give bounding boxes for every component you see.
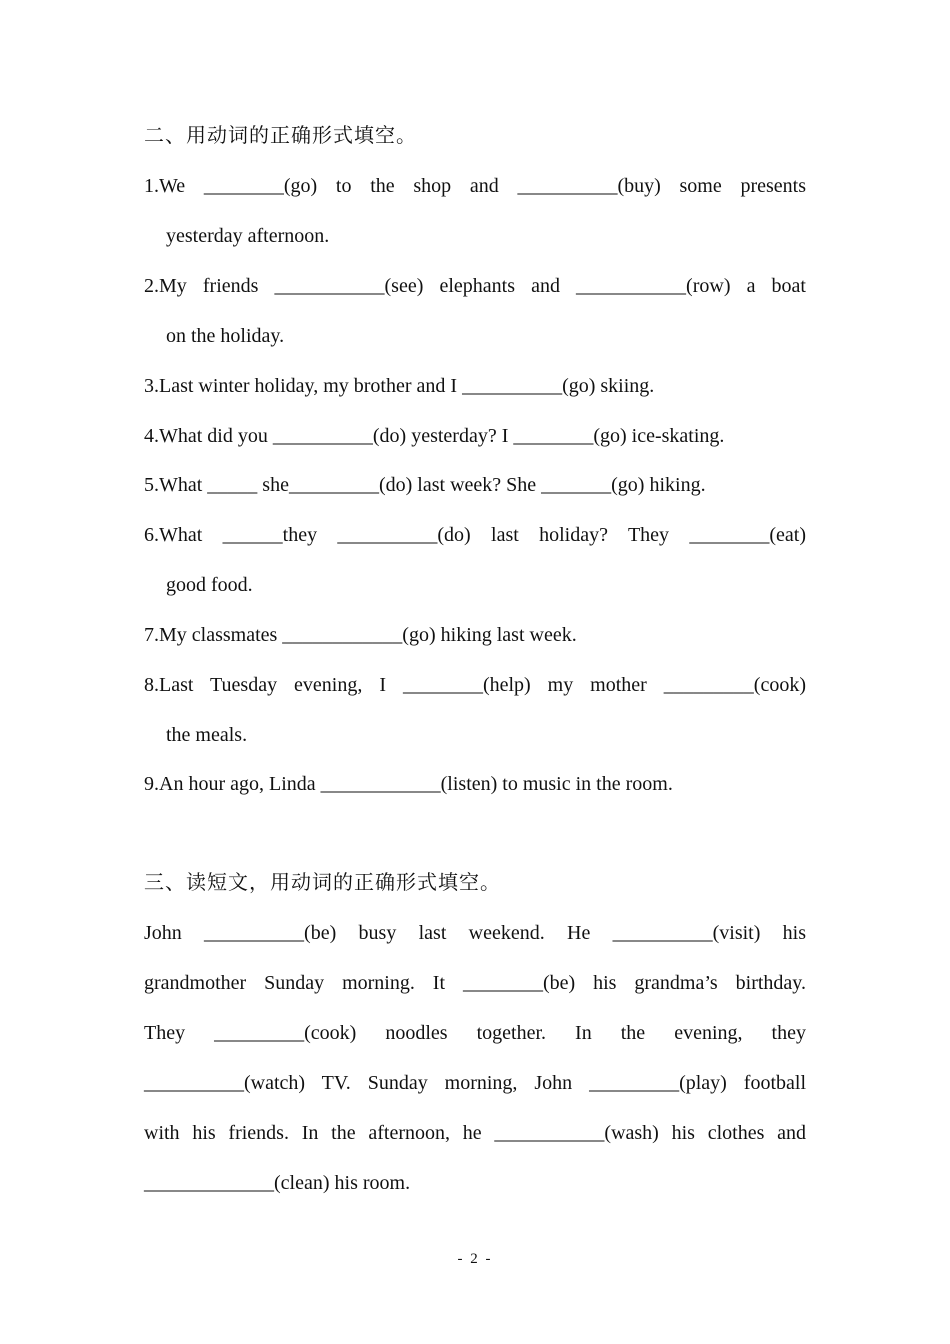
exercise-8-line-1: 8.Last Tuesday evening, I ________(help) my mother _________(cook) [144,674,806,696]
exercise-2-line-2: on the holiday. [166,325,285,347]
exercise-4: 4.What did you __________(do) yesterday? I ________(go) ice-skating. [144,425,725,447]
exercise-1-line-1: 1.We ________(go) to the shop and __________(buy) some presents [144,175,806,197]
exercise-5: 5.What _____ she_________(do) last week? She _______(go) hiking. [144,474,706,496]
section-2-heading: 二、用动词的正确形式填空。 [144,125,417,147]
passage-line-3: They _________(cook) noodles together. In the evening, they [144,1022,806,1044]
section-3-heading: 三、读短文，用动词的正确形式填空。 [144,872,501,894]
exercise-9: 9.An hour ago, Linda ____________(listen) to music in the room. [144,773,673,795]
passage-line-5: with his friends. In the afternoon, he ___________(wash) his clothes and [144,1122,806,1144]
page-number: - 2 - [457,1251,493,1267]
exercise-1-line-2: yesterday afternoon. [166,225,330,247]
passage-line-2: grandmother Sunday morning. It ________(be) his grandma’s birthday. [144,972,806,994]
exercise-6-line-2: good food. [166,574,253,596]
passage-line-4: __________(watch) TV. Sunday morning, John _________(play) football [144,1072,806,1094]
exercise-3: 3.Last winter holiday, my brother and I __________(go) skiing. [144,375,655,397]
passage-line-6: _____________(clean) his room. [144,1172,411,1194]
exercise-6-line-1: 6.What ______they __________(do) last holiday? They ________(eat) [144,524,806,546]
exercise-8-line-2: the meals. [166,724,248,746]
exercise-7: 7.My classmates ____________(go) hiking last week. [144,624,577,646]
exercise-2-line-1: 2.My friends ___________(see) elephants and ___________(row) a boat [144,275,806,297]
passage-line-1: John __________(be) busy last weekend. He __________(visit) his [144,922,806,944]
